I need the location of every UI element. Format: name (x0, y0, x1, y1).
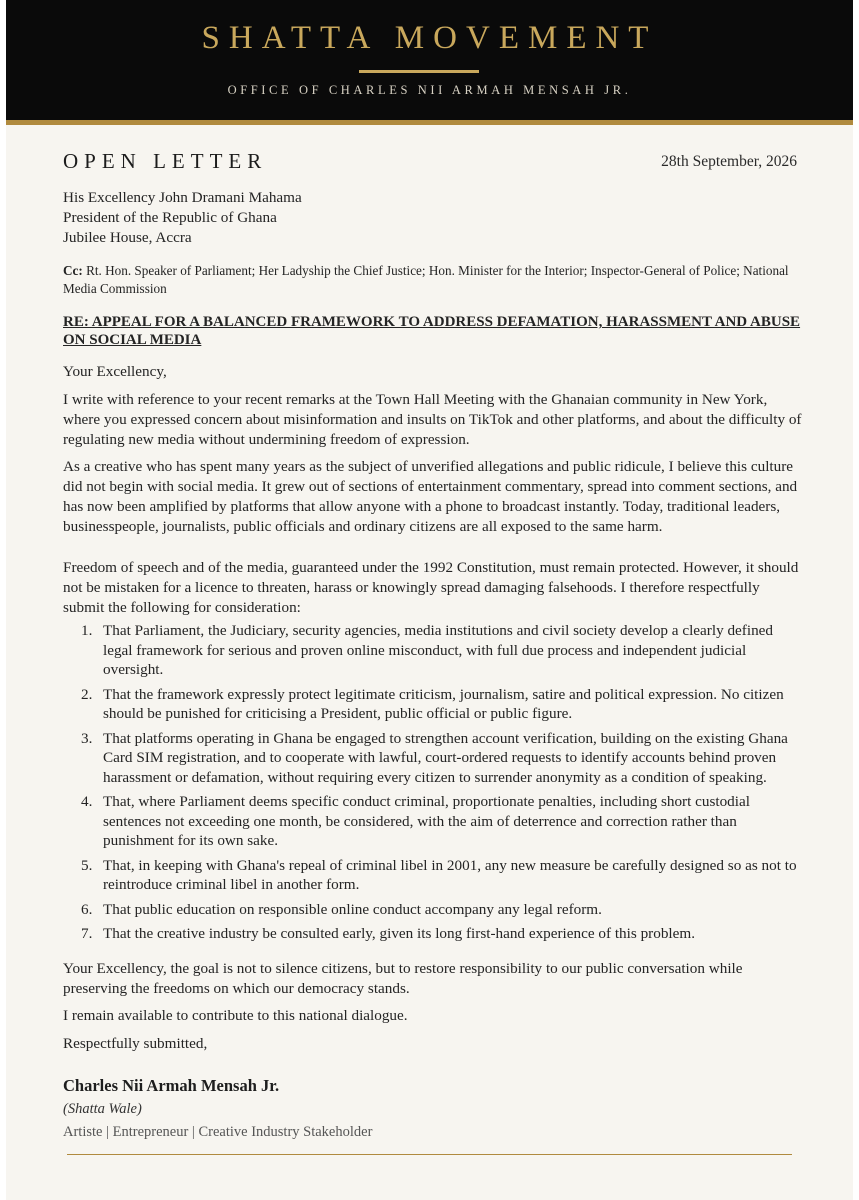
list-item-text: That Parliament, the Judiciary, security agencies, media institutions and civil society develop a clearly defined legal framework for serious and proven online misconduct, with full due process and independent judicial oversight. (103, 622, 773, 678)
signer-name: Charles Nii Armah Mensah Jr. (63, 1076, 280, 1095)
body-paragraph: I write with reference to your recent remarks at the Town Hall Meeting with the Ghanaian community in New York, where you expressed concern about misinformation and insults on TikTok and other platforms, and about the difficulty of regulating new media without undermining freedom of expression. (63, 391, 802, 448)
addressee-line: President of the Republic of Ghana (63, 209, 277, 226)
list-item (63, 792, 803, 851)
office-subtitle: OFFICE OF CHARLES NII ARMAH MENSAH JR. (227, 83, 632, 97)
list-item (63, 621, 803, 680)
letterhead (6, 0, 853, 120)
closing-paragraph: Your Excellency, the goal is not to silence citizens, but to restore responsibility to our public conversation while preserving the freedoms on which our democracy stands. (63, 960, 743, 997)
letter-page (6, 0, 853, 1200)
letter-date: 28th September, 2026 (661, 153, 797, 170)
brand-title: SHATTA MOVEMENT (201, 20, 658, 56)
list-item (63, 685, 803, 724)
signer-roles: Artiste | Entrepreneur | Creative Industry Stakeholder (63, 1124, 373, 1140)
list-number: 6. (81, 900, 93, 918)
list-item (63, 729, 803, 788)
list-item-text: That, in keeping with Ghana's repeal of criminal libel in 2001, any new measure be carefully designed so as not to reintroduce criminal libel in another form. (103, 856, 797, 893)
list-number: 5. (81, 856, 93, 874)
sign-off: Respectfully submitted, (63, 1035, 208, 1052)
signer-alias: (Shatta Wale) (63, 1101, 142, 1117)
list-item-text: That public education on responsible online conduct accompany any legal reform. (103, 900, 602, 918)
subject-line: RE: APPEAL FOR A BALANCED FRAMEWORK TO ADDRESS DEFAMATION, HARASSMENT AND ABUSE ON SOCIAL MEDIA (63, 314, 801, 348)
list-item-text: That platforms operating in Ghana be engaged to strengthen account verification, building on the existing Ghana Card SIM registration, and to cooperate with lawful, court-ordered requests to identify accounts behind proven harassment or defamation, without requiring every citizen to surrender anonymity as a condition of speaking. (103, 729, 788, 786)
list-item (63, 856, 803, 895)
list-item-text: That the creative industry be consulted early, given its long first-hand experience of this problem. (103, 925, 695, 942)
addressee-line: His Excellency John Dramani Mahama (63, 189, 302, 206)
addressee-line: Jubilee House, Accra (63, 229, 192, 246)
availability-line: I remain available to contribute to this national dialogue. (63, 1007, 408, 1024)
list-number: 2. (81, 685, 93, 703)
list-number: 1. (81, 622, 93, 639)
list-item (63, 924, 803, 944)
cc-line (63, 262, 803, 298)
body-paragraph: As a creative who has spent many years as the subject of unverified allegations and public ridicule, I believe this culture did not begin with social media. It grew out of sections of entertainment commentary, spread into comment sections, and has now been amplified by platforms that allow anyone with a phone to broadcast instantly. Today, traditional leaders, businesspeople, journalists, public officials and ordinary citizens are all exposed to the same harm. (63, 458, 798, 535)
footer-divider (67, 1154, 792, 1155)
list-number: 7. (81, 925, 93, 942)
list-number: 3. (81, 729, 93, 747)
list-number: 4. (81, 793, 93, 810)
cc-label: Cc: (63, 263, 83, 278)
list-item-text: That the framework expressly protect legitimate criticism, journalism, satire and political expression. No citizen should be punished for criticising a President, public official or public figure. (103, 685, 784, 722)
body-paragraph: Freedom of speech and of the media, guaranteed under the 1992 Constitution, must remain protected. However, it should not be mistaken for a licence to threaten, harass or knowingly spread damaging falsehoods. I therefore respectfully submit the following for consideration: (63, 559, 799, 616)
cc-recipients: Rt. Hon. Speaker of Parliament; Her Ladyship the Chief Justice; Hon. Minister for the Interior; Inspector-General of Police; National Media Commission (63, 263, 789, 296)
list-item-text: That, where Parliament deems specific conduct criminal, proportionate penalties, including short custodial sentences not exceeding one month, be considered, with the aim of deterrence and correction rather than punishment for its own sake. (103, 793, 750, 849)
salutation: Your Excellency, (63, 363, 167, 380)
brand-divider (359, 70, 479, 73)
list-item (63, 900, 803, 920)
document-type: OPEN LETTER (63, 149, 268, 173)
addressee-block (63, 188, 803, 248)
submission-list (63, 621, 803, 949)
letterhead-gold-band (6, 120, 853, 125)
